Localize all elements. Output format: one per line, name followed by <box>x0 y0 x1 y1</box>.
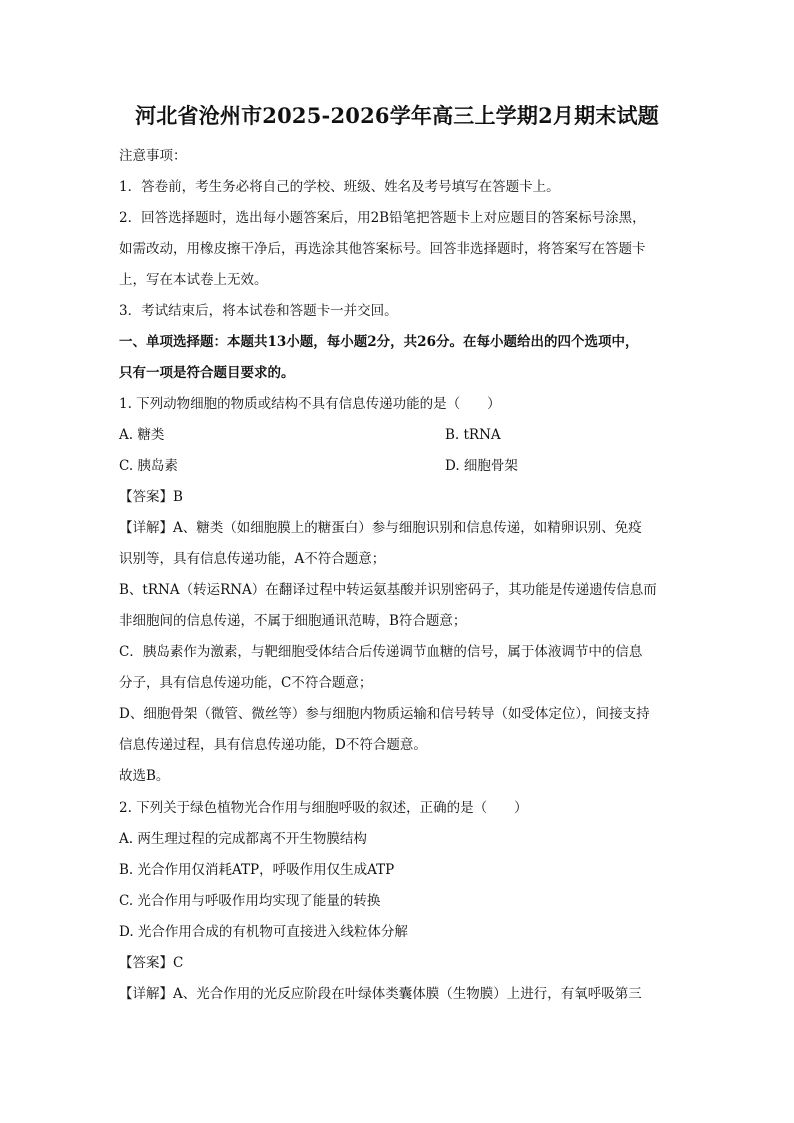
question-1-option-c: C. 胰岛素 <box>119 458 178 474</box>
question-2-detail-line: 【详解】A、光合作用的光反应阶段在叶绿体类囊体膜（生物膜）上进行，有氧呼吸第三 <box>119 986 642 1002</box>
notice-item: 3．考试结束后，将本试卷和答题卡一并交回。 <box>119 303 398 319</box>
question-1-option-d: D. 细胞骨架 <box>445 458 518 474</box>
question-1-detail-line: 识别等，具有信息传递功能，A不符合题意； <box>119 551 386 567</box>
notice-heading: 注意事项： <box>119 148 187 164</box>
question-1-detail-line: D、细胞骨架（微管、微丝等）参与细胞内物质运输和信号转导（如受体定位），间接支持 <box>119 706 650 722</box>
question-1-detail-line: 分子，具有信息传递功能，C不符合题意； <box>119 675 373 691</box>
question-2-option-c: C. 光合作用与呼吸作用均实现了能量的转换 <box>119 893 381 909</box>
question-1-detail-line: 【详解】A、糖类（如细胞膜上的糖蛋白）参与细胞识别和信息传递，如精卵识别、免疫 <box>119 520 642 536</box>
notice-item: 上，写在本试卷上无效。 <box>119 272 268 288</box>
section-heading-cont: 只有一项是符合题目要求的。 <box>119 365 295 381</box>
question-1-detail-line: 信息传递过程，具有信息传递功能，D不符合题意。 <box>119 737 427 753</box>
question-1-detail-line: C．胰岛素作为激素，与靶细胞受体结合后传递调节血糖的信号，属于体液调节中的信息 <box>119 644 643 660</box>
question-1-conclusion: 故选B。 <box>119 768 170 784</box>
section-heading: 一、单项选择题：本题共13小题，每小题2分，共26分。在每小题给出的四个选项中， <box>119 334 639 350</box>
notice-item: 1．答卷前，考生务必将自己的学校、班级、姓名及考号填写在答题卡上。 <box>119 179 560 195</box>
question-1-detail-line: 非细胞间的信息传递，不属于细胞通讯范畴，B符合题意； <box>119 613 467 629</box>
question-1-option-a: A. 糖类 <box>119 427 165 443</box>
question-1-answer: 【答案】B <box>119 489 183 505</box>
notice-item: 2．回答选择题时，选出每小题答案后，用2B铅笔把答题卡上对应题目的答案标号涂黑， <box>119 210 646 226</box>
question-2-option-a: A. 两生理过程的完成都离不开生物膜结构 <box>119 831 367 847</box>
question-1-detail-line: B、tRNA（转运RNA）在翻译过程中转运氨基酸并识别密码子，其功能是传递遗传信息而 <box>119 582 657 598</box>
notice-item: 如需改动，用橡皮擦干净后，再选涂其他答案标号。回答非选择题时，将答案写在答题卡 <box>119 241 646 257</box>
question-2-option-d: D. 光合作用合成的有机物可直接进入线粒体分解 <box>119 924 408 940</box>
question-2-option-b: B. 光合作用仅消耗ATP，呼吸作用仅生成ATP <box>119 862 395 878</box>
question-2-stem: 2. 下列关于绿色植物光合作用与细胞呼吸的叙述，正确的是（ ） <box>119 800 528 816</box>
question-2-answer: 【答案】C <box>119 955 184 971</box>
page-title: 河北省沧州市2025-2026学年高三上学期2月期末试题 <box>135 103 659 128</box>
question-1-stem: 1. 下列动物细胞的物质或结构不具有信息传递功能的是（ ） <box>119 396 501 412</box>
question-1-option-b: B. tRNA <box>445 427 501 443</box>
